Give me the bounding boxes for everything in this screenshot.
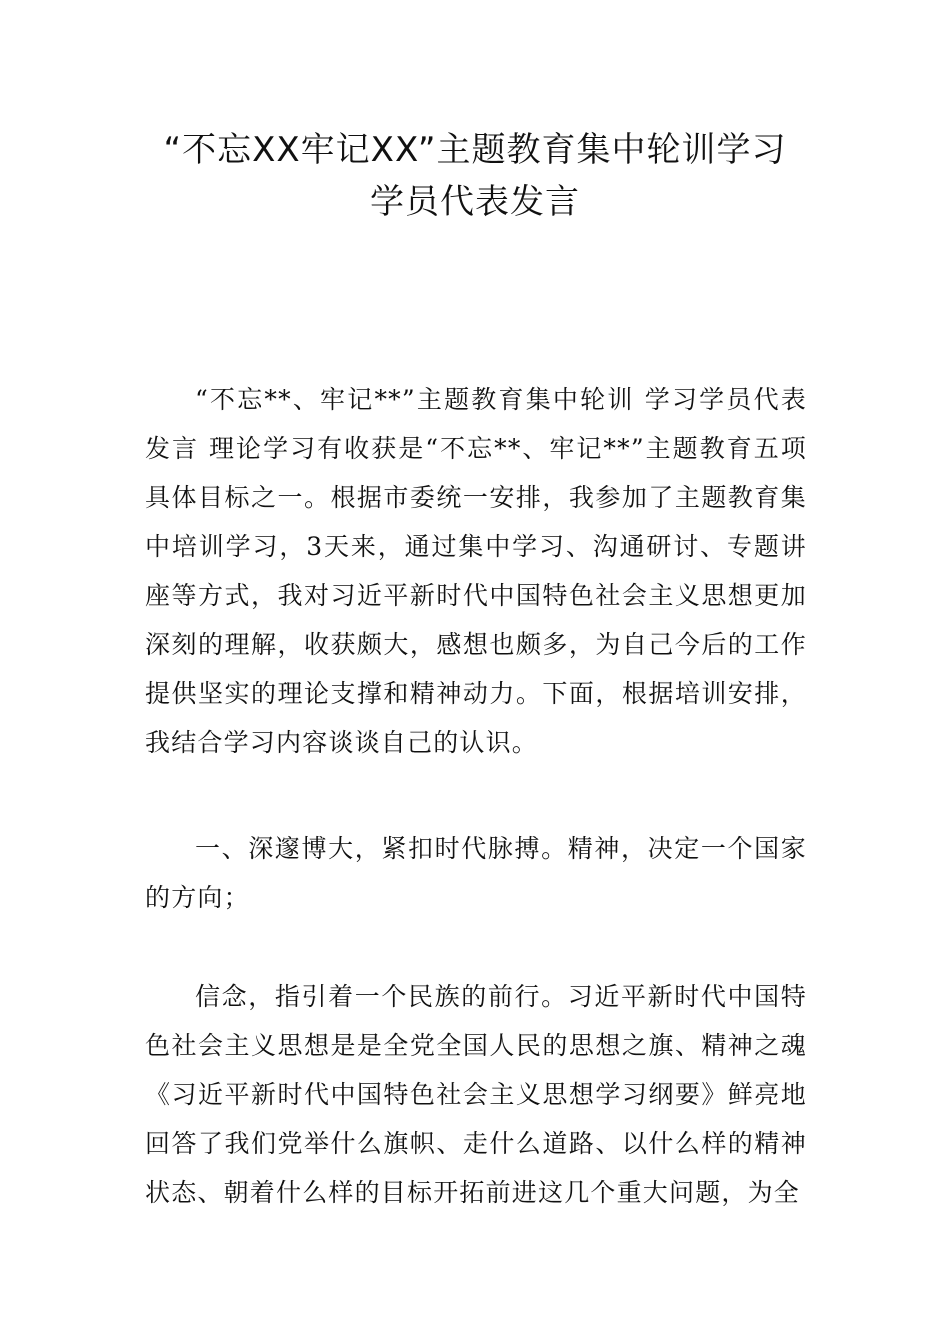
document-title-line-1: “不忘XX牢记XX”主题教育集中轮训学习	[163, 130, 787, 170]
body-paragraph-intro: “不忘**、牢记**”主题教育集中轮训 学习学员代表发言 理论学习有收获是“不忘**、牢记**”主题教育五项具体目标之一。根据市委统一安排，我参加了主题教育集中培训学习，3天来，通过集中学习、沟通研讨、专题讲座等方式，我对习近平新时代中国特色社会主义思想更加深刻的理解，收获颇大，感想也颇多，为自己今后的工作提供坚实的理论支撑和精神动力。下面，根据培训安排，我结合学习内容谈谈自己的认识。	[145, 385, 807, 757]
document-title-line-2: 学员代表发言	[370, 182, 580, 222]
body-paragraph-section-one-body: 信念，指引着一个民族的前行。习近平新时代中国特色社会主义思想是是全党全国人民的思想之旗、精神之魂《习近平新时代中国特色社会主义思想学习纲要》鲜亮地回答了我们党举什么旗帜、走什么道路、以什么样的精神状态、朝着什么样的目标开拓前进这几个重大问题，为全	[145, 982, 807, 1207]
body-paragraph-section-one-heading: 一、深邃博大，紧扣时代脉搏。精神，决定一个国家的方向；	[145, 834, 807, 912]
